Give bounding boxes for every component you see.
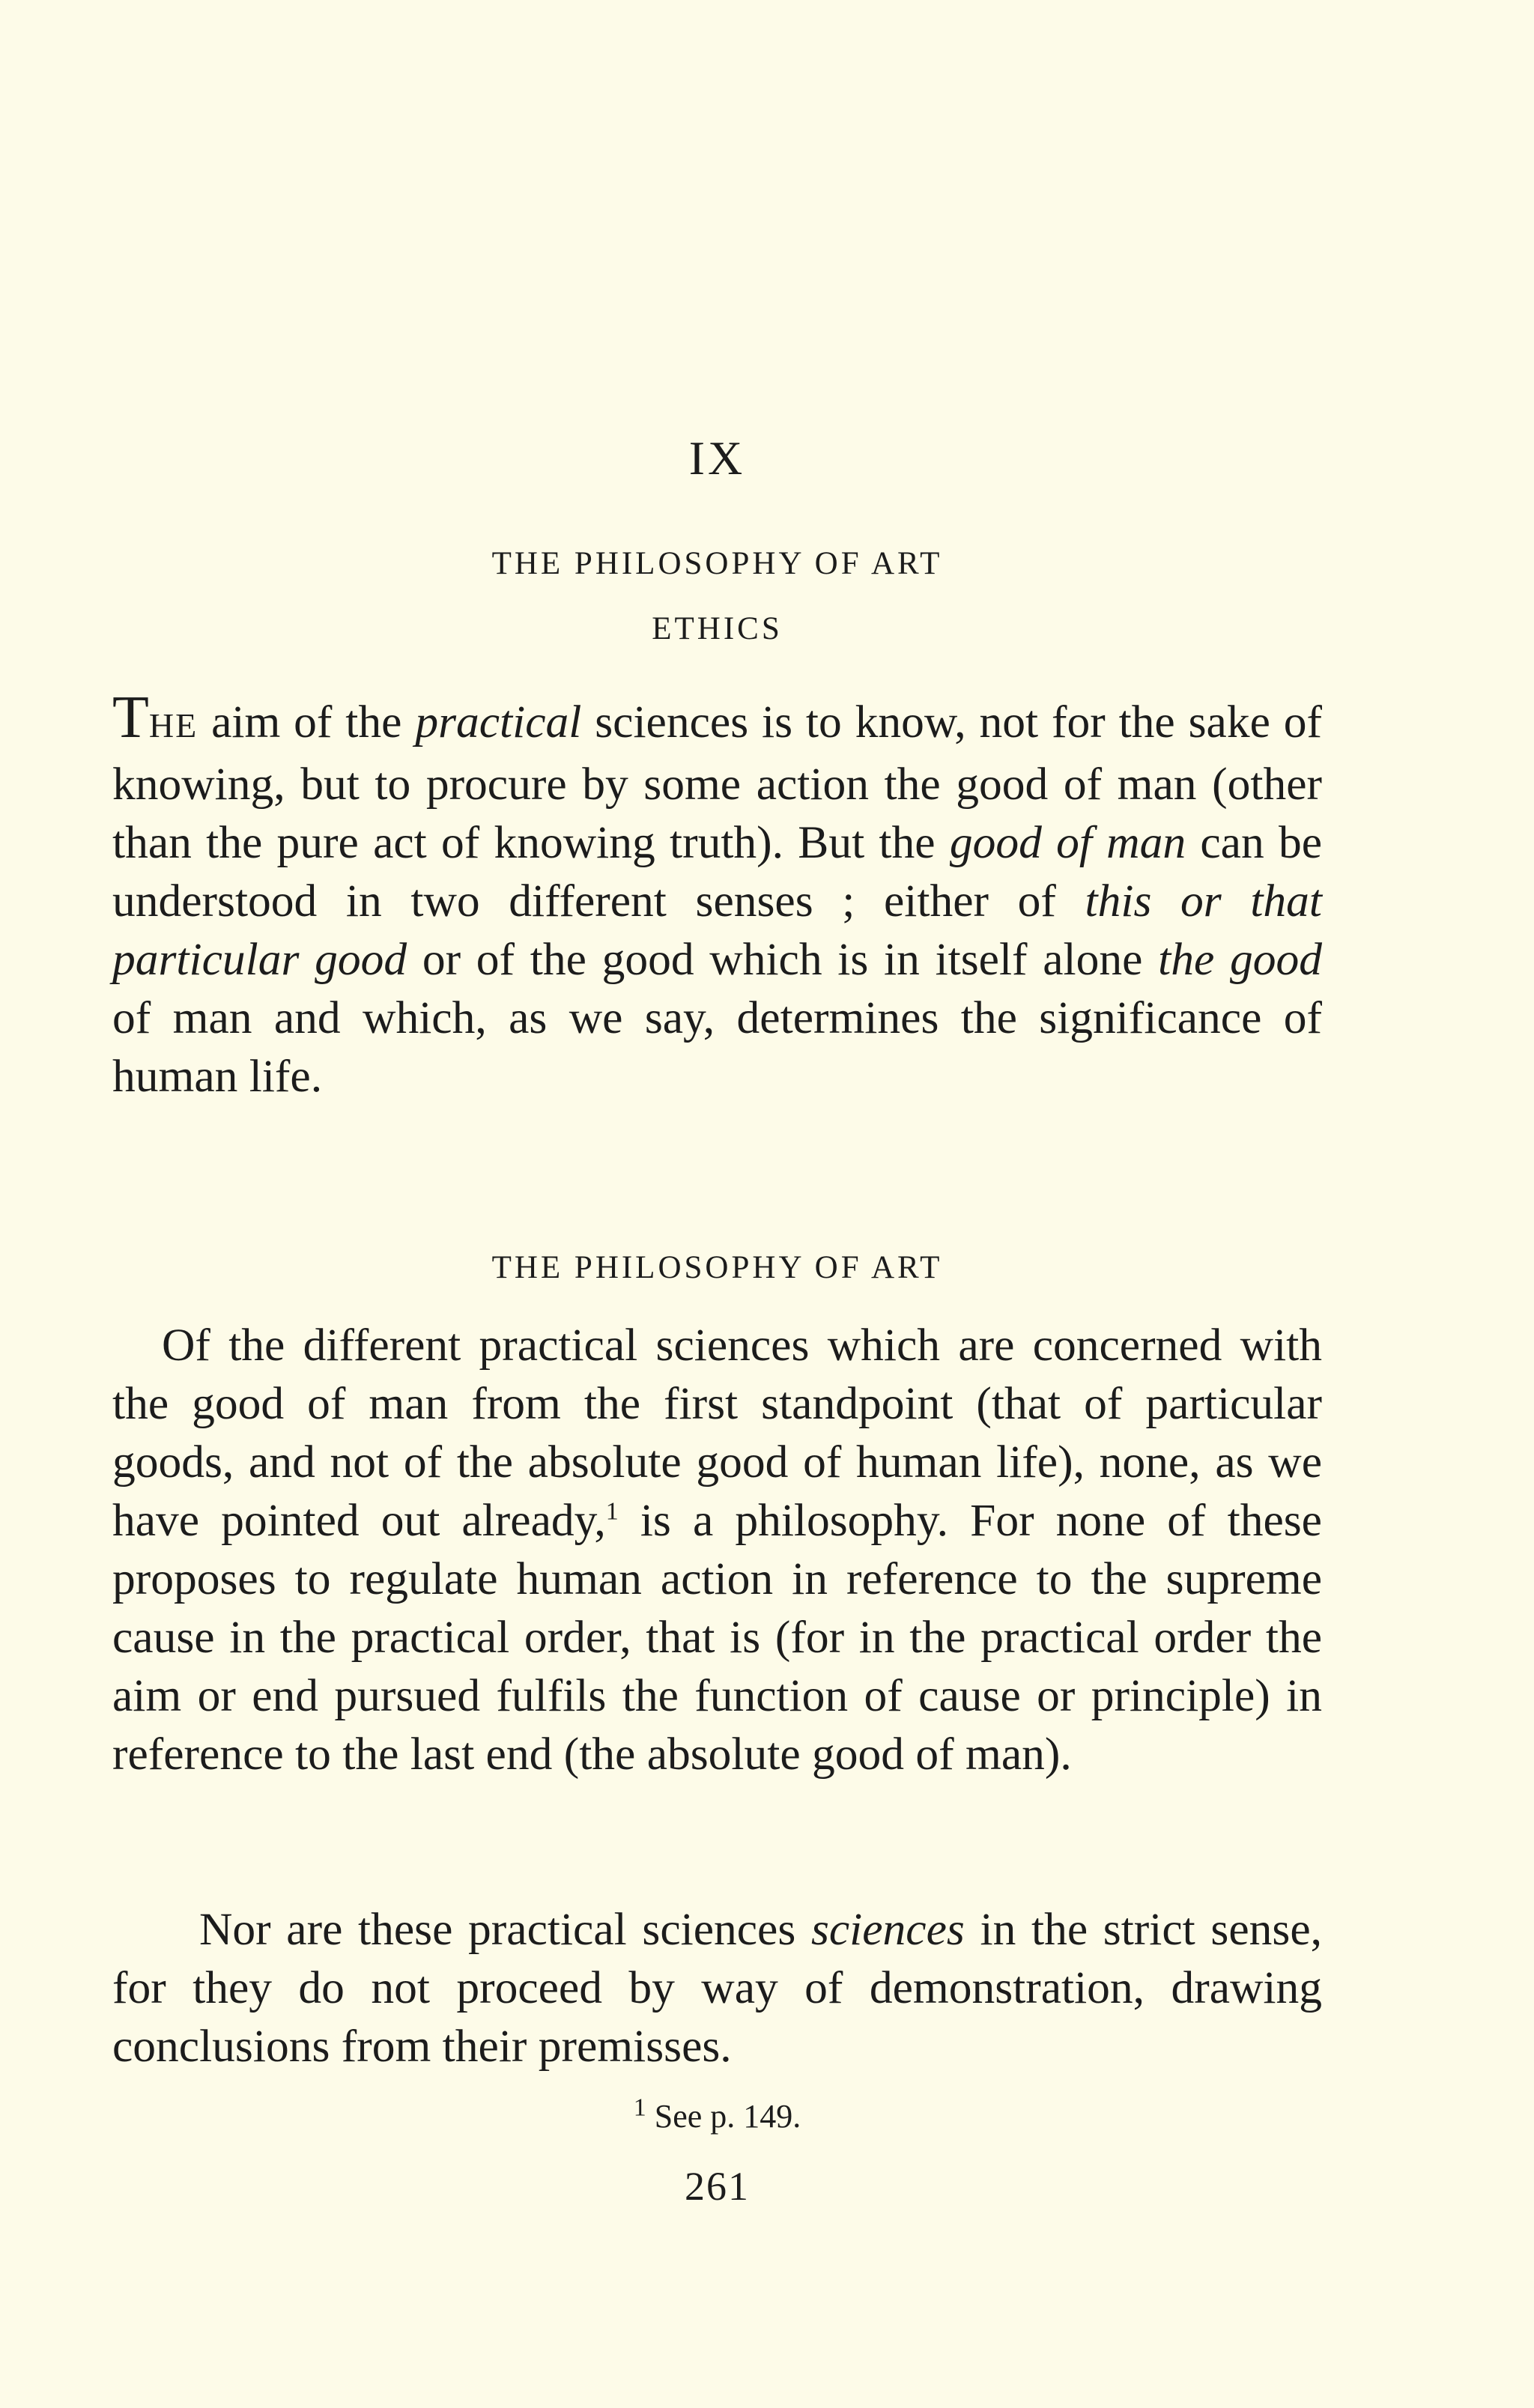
italic-text: the good [1158, 934, 1322, 985]
footnote-text: See p. 149. [646, 2098, 801, 2135]
text-run: or of the good which is in itself alone [407, 934, 1159, 985]
text-run: Of the different practical sciences which are concerned with the good of man from the first standpoint (that of particular goods, and not of the absolute good of human life), none, as we have pointed out already, [112, 1320, 1322, 1546]
book-page [112, 0, 1322, 2408]
italic-text: practical [415, 697, 582, 747]
text-run: aim of the [198, 697, 416, 747]
text-run: can be understood in two different senses ; either of [112, 817, 1323, 926]
text-run: of man and which, as we say, determines the significance of human life. [112, 992, 1322, 1102]
small-caps-text: HE [148, 706, 198, 744]
drop-cap: T [112, 685, 149, 750]
italic-text: sciences [810, 1904, 965, 1955]
chapter-title: THE PHILOSOPHY OF ART [491, 546, 943, 581]
italic-text: good of man [949, 817, 1186, 868]
paragraph-not-sciences [112, 1900, 1322, 2075]
footnote-reference: 1 [605, 1497, 619, 1526]
section-heading: THE PHILOSOPHY OF ART [491, 1250, 943, 1285]
paragraph-ethics [112, 685, 1323, 1106]
text-run: in the strict sense, for they do not proceed by way of demonstration, drawing conclusions from their premisses. [112, 1904, 1322, 2072]
chapter-number: IX [688, 431, 746, 485]
chapter-subtitle: ETHICS [652, 611, 783, 646]
text-run: is a philosophy. For none of these proposes to regulate human action in reference to the supreme cause in the practical order, that is (for in the practical order the aim or end pursued fulfils the function of cause or principle) in reference to the last end (the absolute good of man). [112, 1495, 1322, 1780]
page-number: 261 [685, 2164, 750, 2209]
footnote [112, 2093, 1322, 2135]
footnote-marker: 1 [633, 2093, 646, 2122]
text-run: Nor are these practical sciences [199, 1904, 811, 1955]
italic-text: this or that particular good [112, 876, 1322, 985]
paragraph-practical-sciences [112, 1316, 1322, 1783]
text-run: sciences is to know, not for the sake of knowing, but to procure by some action the good of man (other than the pure act of knowing truth). But the [112, 697, 1322, 868]
